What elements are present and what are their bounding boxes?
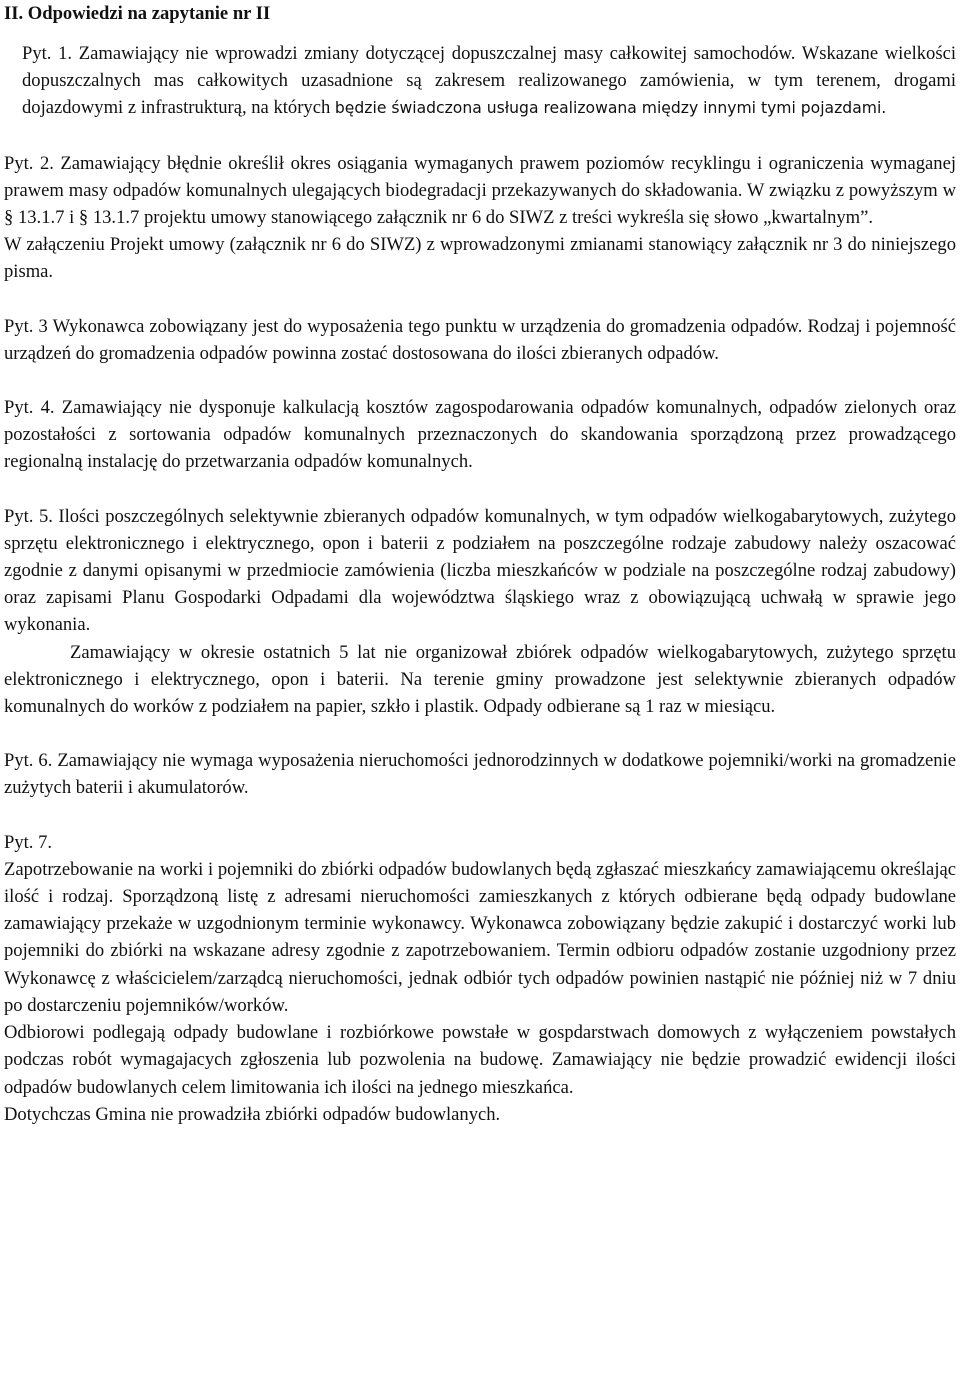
question-2-text-1: Zamawiający błędnie określił okres osiągania wymaganych prawem poziomów recyklingu i ograniczenia wymaganej prawem masy odpadów komunalnych ulegających biodegradacji przekazywanych do składowania. W związku z powyższym w § 13.1.7 i § 13.1.7 projektu umowy stanowiącego załącznik nr 6 do SIWZ z treści wykreśla się słowo „kwartalnym”. xyxy=(4,152,956,229)
question-1-text-2-sans: będzie świadczona usługa realizowana między innymi tymi pojazdami. xyxy=(334,99,887,118)
question-7-paragraph-1: Zapotrzebowanie na worki i pojemniki do zbiórki odpadów budowlanych będą zgłaszać mieszkańcy zamawiającemu określając ilość i rodzaj. Sporządzoną listę z adresami nieruchomości zamieszkanych z których odbierane będą odpady budowlane zamawiający przekaże w uzgodnionym terminie wykonawcy. Wykonawca zobowiązany będzie zakupić i dostarczyć worki lub pojemniki do zbiórki na wskazane adresy zgodnie z zapotrzebowaniem. Termin odbioru odpadów zostanie uzgodniony przez Wykonawcę z właścicielem/zarządcą nieruchomości, jednak odbiór tych odpadów powinien nastąpić nie później niż w 7 dniu po dostarczeniu pojemników/worków. xyxy=(4,858,956,1016)
question-4-text-1: Zamawiający nie dysponuje kalkulacją kosztów zagospodarowania odpadów komunalnych, odpadów zielonych oraz pozostałości z sortowania odpadów komunalnych przeznaczonych do skandowania sporządzoną przez prowadzącego regionalną instalację do przetwarzania odpadów komunalnych. xyxy=(4,397,957,473)
question-6-label: Pyt. 6. xyxy=(4,750,53,772)
question-3-text-1: Wykonawca zobowiązany jest do wyposażenia tego punktu w urządzenia do gromadzenia odpadów. Rodzaj i pojemność urządzeń do gromadzenia odpadów powinna zostać dostosowana do ilości zbieranych odpadów. xyxy=(4,315,957,364)
question-6-text-1: Zamawiający nie wymaga wyposażenia nieruchomości jednorodzinnych w dodatkowe pojemniki/worki na gromadzenie zużytych baterii i akumulatorów. xyxy=(4,750,957,799)
question-2-paragraph-1 xyxy=(4,150,956,232)
question-7-label-line xyxy=(4,829,956,856)
question-6-paragraph-1 xyxy=(4,747,956,801)
question-5-text-1: Ilości poszczególnych selektywnie zbieranych odpadów komunalnych, w tym odpadów wielkogabarytowych, zużytego sprzętu elektronicznego i elektrycznego, opon i baterii z podziałem na poszczególne rodzaje zabudowy należy oszacować zgodnie z danymi opisanymi w przedmiocie zamówienia (liczba mieszkańców w podziale na poszczególne rodzaj zabudowy) oraz zapisami Planu Gospodarki Odpadami dla województwa śląskiego wraz z obowiązującą uchwałą w sprawie jego wykonania. xyxy=(4,505,956,636)
question-1-text-2-lead: Wskazane wielkości dopuszczalnych mas całkowitych uzasadnione są zakresem realizowanego zamówienia, w tym terenem, drogami dojazdowymi z infrastrukturą, na których xyxy=(22,43,957,119)
question-5 xyxy=(4,503,956,721)
question-2-label: Pyt. 2. xyxy=(4,152,54,174)
question-4 xyxy=(4,394,956,476)
question-7-paragraph-3: Dotychczas Gmina nie prowadziła zbiórki odpadów budowlanych. xyxy=(4,1103,501,1125)
question-1-paragraph-1 xyxy=(4,40,956,123)
question-4-paragraph-1 xyxy=(4,394,956,476)
section-heading: II. Odpowiedzi na zapytanie nr II xyxy=(4,3,271,24)
question-3-paragraph-1 xyxy=(4,313,956,367)
question-3 xyxy=(4,313,956,367)
question-4-label: Pyt. 4. xyxy=(4,397,55,419)
question-5-paragraph-2: Zamawiający w okresie ostatnich 5 lat nie organizował zbiórek odpadów wielkogabarytowych, zużytego sprzętu elektronicznego i elektrycznego, opon i baterii. Na terenie gminy prowadzone jest selektywnie zbieranych odpadów komunalnych do worków z podziałem na papier, szkło i plastik. Odpady odbierane są 1 raz w miesiącu. xyxy=(4,641,956,718)
question-5-label: Pyt. 5. xyxy=(4,505,53,527)
question-2 xyxy=(4,150,956,286)
question-6 xyxy=(4,747,956,801)
question-1-text-1: Zamawiający nie wprowadzi zmiany dotyczącej dopuszczalnej masy całkowitej samochodów. xyxy=(78,43,796,64)
question-7-paragraph-2: Odbiorowi podlegają odpady budowlane i rozbiórkowe powstałe w gospdarstwach domowych z wyłączeniem powstałych podczas robót wymagajacych zgłoszenia lub pozwolenia na budowę. Zamawiający nie będzie prowadzić ewidencji ilości odpadów budowlanych celem limitowania ich ilości na jednego mieszkańca. xyxy=(4,1022,956,1098)
question-2-paragraph-2: W załączeniu Projekt umowy (załącznik nr 6 do SIWZ) z wprowadzonymi zmianami stanowiący załącznik nr 3 do niniejszego pisma. xyxy=(4,234,956,283)
question-3-label: Pyt. 3 xyxy=(4,315,48,337)
question-1 xyxy=(4,40,956,123)
question-7 xyxy=(4,829,956,1128)
question-1-label: Pyt. 1. xyxy=(22,43,73,64)
question-7-label: Pyt. 7. xyxy=(4,831,53,853)
question-5-paragraph-1 xyxy=(4,503,956,639)
